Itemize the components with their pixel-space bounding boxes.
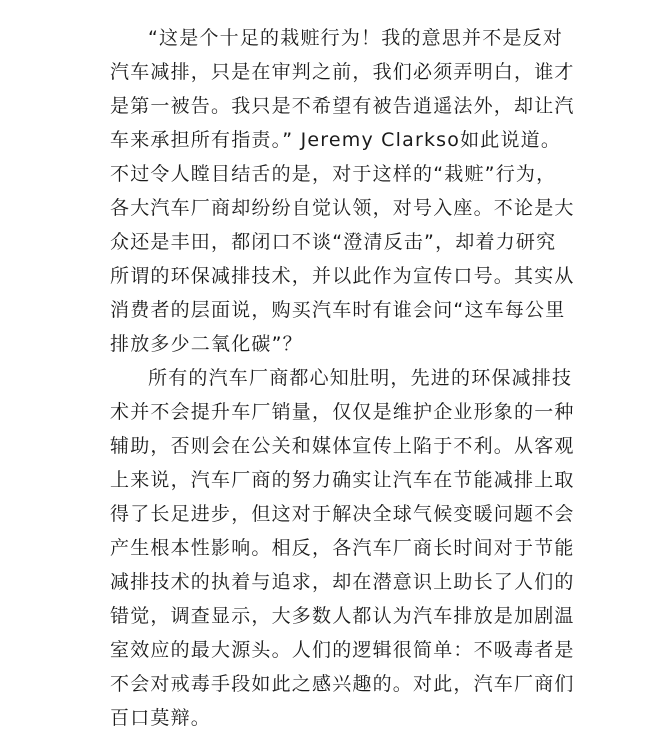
paragraph-2-line-3: 辅助，否则会在公关和媒体宣传上陷于不利。从客观 — [110, 435, 575, 457]
paragraph-1-line-2: 汽车减排，只是在审判之前，我们必须弄明白，谁才 — [110, 61, 575, 83]
paragraph-2-line-1: 所有的汽车厂商都心知肚明，先进的环保减排技 — [148, 367, 573, 389]
paragraph-1-line-1: “这是个十足的栽赃行为！我的意思并不是反对 — [148, 27, 564, 49]
paragraph-1-line-9: 消费者的层面说，购买汽车时有谁会问“这车每公里 — [110, 299, 566, 321]
paragraph-1-line-6: 各大汽车厂商却纷纷自觉认领，对号入座。不论是大 — [110, 197, 575, 219]
paragraph-2-line-5: 得了长足进步，但这对于解决全球气候变暖问题不会 — [110, 503, 575, 525]
paragraph-1-line-5: 不过令人瞠目结舌的是，对于这样的“栽赃”行为， — [110, 163, 557, 185]
paragraph-1-line-4: 车来承担所有指责。” Jeremy Clarkso如此说道。 — [110, 129, 562, 151]
paragraph-1-line-8: 所谓的环保减排技术，并以此作为宣传口号。其实从 — [110, 265, 575, 287]
paragraph-2-line-10: 不会对戒毒手段如此之感兴趣的。对此，汽车厂商们 — [110, 673, 575, 695]
paragraph-2-line-6: 产生根本性影响。相反，各汽车厂商长时间对于节能 — [110, 537, 575, 559]
paragraph-2-line-2: 术并不会提升车厂销量，仅仅是维护企业形象的一种 — [110, 401, 575, 423]
paragraph-2-line-11: 百口莫辩。 — [110, 707, 212, 729]
paragraph-2-line-4: 上来说，汽车厂商的努力确实让汽车在节能减排上取 — [110, 469, 575, 491]
paragraph-1-line-10: 排放多少二氧化碳”？ — [110, 333, 303, 355]
paragraph-2-line-8: 错觉，调查显示，大多数人都认为汽车排放是加剧温 — [110, 605, 575, 627]
paragraph-1-line-7: 众还是丰田，都闭口不谈“澄清反击”，却着力研究 — [110, 231, 557, 253]
paragraph-1-line-3: 是第一被告。我只是不希望有被告逍遥法外，却让汽 — [110, 95, 575, 117]
paragraph-2-line-7: 减排技术的执着与追求，却在潜意识上助长了人们的 — [110, 571, 575, 593]
paragraph-2-line-9: 室效应的最大源头。人们的逻辑很简单：不吸毒者是 — [110, 639, 575, 661]
